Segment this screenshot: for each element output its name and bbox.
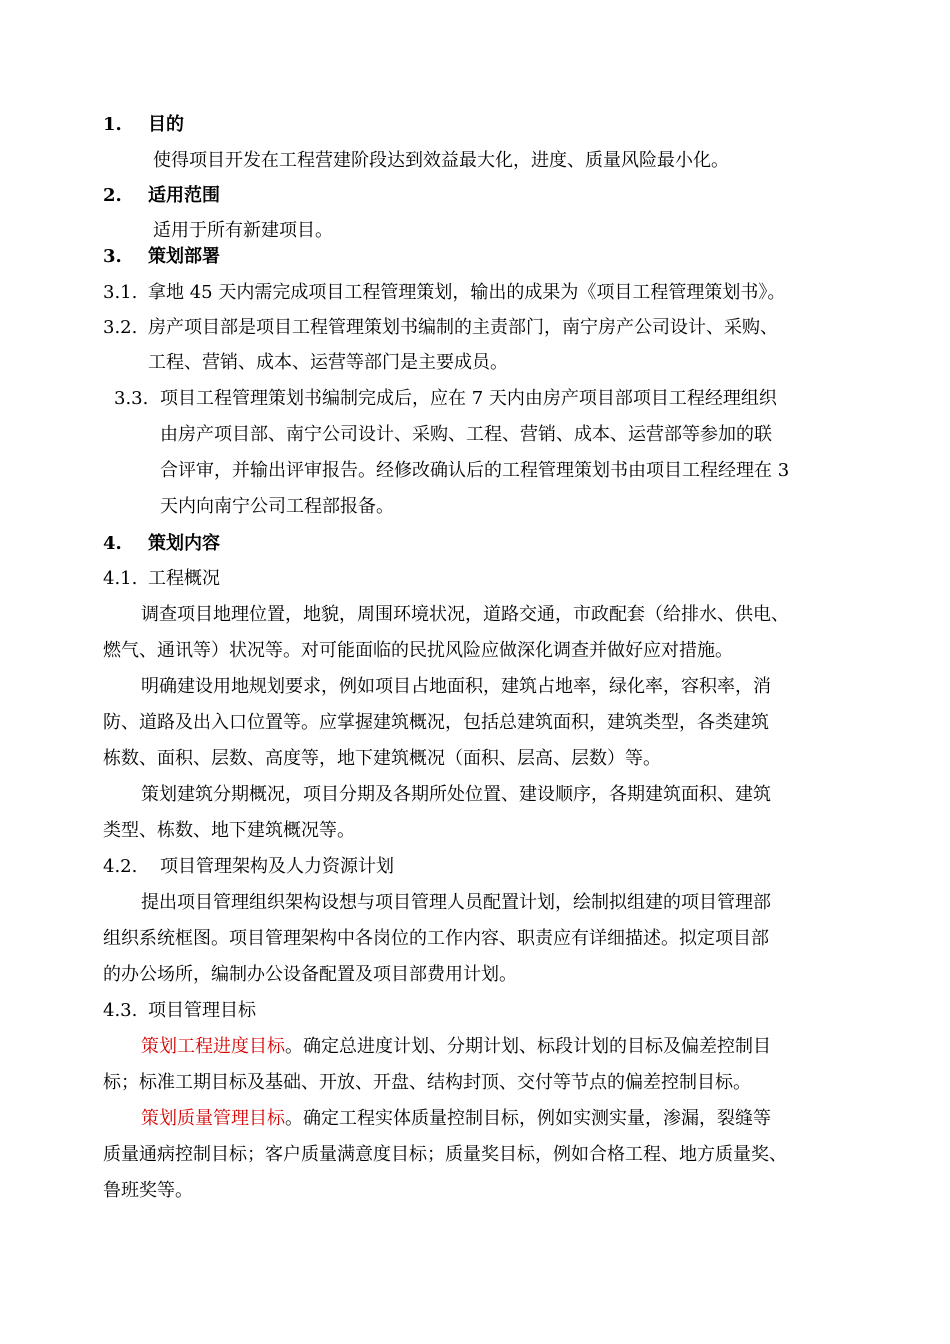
section-title: 适用范围 xyxy=(148,185,220,206)
clause-3-2-line-1 xyxy=(103,316,778,340)
section-title: 策划部署 xyxy=(148,246,220,267)
subsection-number: 4.1. xyxy=(103,568,138,589)
paragraph-text: 。确定工程实体质量控制目标，例如实测实量，渗漏，裂缝等 xyxy=(285,1108,771,1129)
subsection-4-2-heading xyxy=(103,855,394,879)
section-1-body: 使得项目开发在工程营建阶段达到效益最大化，进度、质量风险最小化。 xyxy=(153,150,729,171)
subsection-4-3-heading xyxy=(103,999,256,1023)
paragraph-5-line-2: 标；标准工期目标及基础、开放、开盘、结构封顶、交付等节点的偏差控制目标。 xyxy=(103,1072,751,1093)
paragraph-5-line-1 xyxy=(141,1035,771,1059)
section-title: 目的 xyxy=(148,114,184,135)
clause-3-3-line-3: 合评审，并输出评审报告。经修改确认后的工程管理策划书由项目工程经理在 3 xyxy=(160,460,790,481)
section-number: 4. xyxy=(103,533,122,554)
subsection-title: 项目管理目标 xyxy=(148,1000,256,1021)
clause-3-1 xyxy=(103,281,785,305)
paragraph-4-line-2: 组织系统框图。项目管理架构中各岗位的工作内容、职责应有详细描述。拟定项目部 xyxy=(103,928,769,949)
clause-text: 拿地 45 天内需完成项目工程管理策划，输出的成果为《项目工程管理策划书》。 xyxy=(148,282,786,303)
clause-3-2-line-2: 工程、营销、成本、运营等部门是主要成员。 xyxy=(148,352,508,373)
subsection-number: 4.3. xyxy=(103,1000,138,1021)
section-number: 2. xyxy=(103,185,122,206)
paragraph-2-line-2: 防、道路及出入口位置等。应掌握建筑概况，包括总建筑面积，建筑类型，各类建筑 xyxy=(103,712,769,733)
section-1-heading xyxy=(103,113,184,137)
paragraph-3-line-1: 策划建筑分期概况，项目分期及各期所处位置、建设顺序，各期建筑面积、建筑 xyxy=(141,784,771,805)
paragraph-2-line-3: 栋数、面积、层数、高度等，地下建筑概况（面积、层高、层数）等。 xyxy=(103,748,661,769)
section-2-heading xyxy=(103,184,220,208)
section-title: 策划内容 xyxy=(148,533,220,554)
paragraph-6-line-2: 质量通病控制目标；客户质量满意度目标；质量奖目标，例如合格工程、地方质量奖、 xyxy=(103,1144,787,1165)
section-4-heading xyxy=(103,532,220,556)
highlighted-term: 策划工程进度目标 xyxy=(141,1036,285,1057)
section-2-body: 适用于所有新建项目。 xyxy=(153,220,333,241)
clause-3-3-line-4: 天内向南宁公司工程部报备。 xyxy=(160,496,394,517)
paragraph-6-line-3: 鲁班奖等。 xyxy=(103,1180,193,1201)
paragraph-2-line-1: 明确建设用地规划要求，例如项目占地面积，建筑占地率，绿化率，容积率，消 xyxy=(141,676,771,697)
subsection-title: 工程概况 xyxy=(148,568,220,589)
clause-3-3-line-1 xyxy=(114,387,777,411)
paragraph-6-line-1 xyxy=(141,1107,771,1131)
paragraph-4-line-1: 提出项目管理组织架构设想与项目管理人员配置计划，绘制拟组建的项目管理部 xyxy=(141,892,771,913)
subsection-title: 项目管理架构及人力资源计划 xyxy=(160,856,394,877)
paragraph-3-line-2: 类型、栋数、地下建筑概况等。 xyxy=(103,820,355,841)
section-3-heading xyxy=(103,245,220,269)
subsection-4-1-heading xyxy=(103,567,220,591)
clause-number: 3.2. xyxy=(103,317,138,338)
paragraph-4-line-3: 的办公场所，编制办公设备配置及项目部费用计划。 xyxy=(103,964,517,985)
section-number: 3. xyxy=(103,246,122,267)
paragraph-1-line-1: 调查项目地理位置，地貌，周围环境状况，道路交通，市政配套（给排水、供电、 xyxy=(141,604,789,625)
paragraph-text: 。确定总进度计划、分期计划、标段计划的目标及偏差控制目 xyxy=(285,1036,771,1057)
clause-number: 3.3. xyxy=(114,388,149,409)
clause-text: 房产项目部是项目工程管理策划书编制的主责部门，南宁房产公司设计、采购、 xyxy=(148,317,778,338)
clause-number: 3.1. xyxy=(103,282,138,303)
paragraph-1-line-2: 燃气、通讯等）状况等。对可能面临的民扰风险应做深化调查并做好应对措施。 xyxy=(103,640,733,661)
clause-text: 项目工程管理策划书编制完成后，应在 7 天内由房产项目部项目工程经理组织 xyxy=(160,388,777,409)
clause-3-3-line-2: 由房产项目部、南宁公司设计、采购、工程、营销、成本、运营部等参加的联 xyxy=(160,424,772,445)
subsection-number: 4.2. xyxy=(103,856,138,877)
section-number: 1. xyxy=(103,114,122,135)
highlighted-term: 策划质量管理目标 xyxy=(141,1108,285,1129)
